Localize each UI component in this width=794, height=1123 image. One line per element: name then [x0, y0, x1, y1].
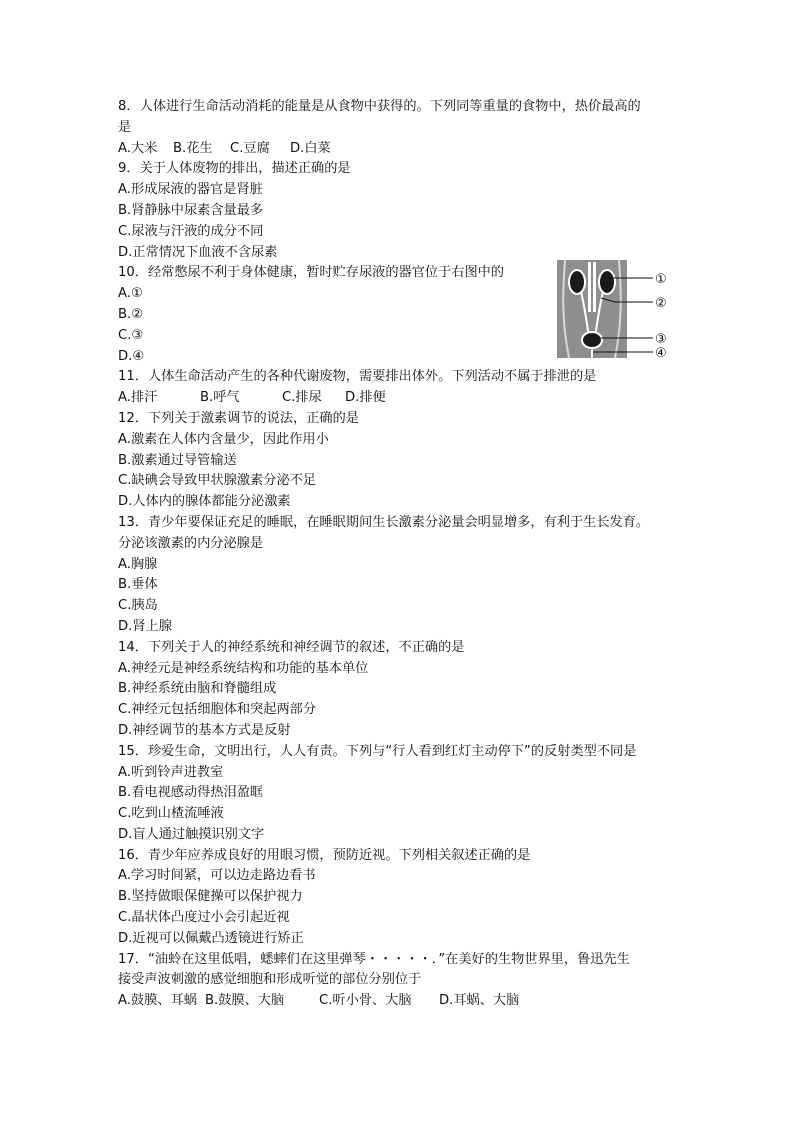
question-stem-cont: 分泌该激素的内分泌腺是 [118, 535, 264, 551]
question-12 [118, 409, 678, 513]
option-d: D.近视可以佩戴凸透镜进行矫正 [118, 930, 304, 946]
question-stem: 16．青少年应养成良好的用眼习惯，预防近视。下列相关叙述正确的是 [118, 847, 531, 863]
option-d: D.神经调节的基本方式是反射 [118, 722, 291, 738]
option-b: B.肾静脉中尿素含量最多 [118, 202, 264, 218]
question-stem: 13．青少年要保证充足的睡眠，在睡眠期间生长激素分泌量会明显增多，有利于生长发育。 [118, 514, 650, 530]
kidney-right [599, 270, 615, 294]
option-a: A.神经元是神经系统结构和功能的基本单位 [118, 660, 369, 676]
urinary-system-svg [555, 258, 673, 360]
question-stem: 12．下列关于激素调节的说法，正确的是 [118, 410, 359, 426]
question-17 [118, 950, 678, 1012]
option-c: C.排尿 [282, 390, 322, 406]
option-b: B.看电视感动得热泪盈眶 [118, 785, 264, 801]
question-14 [118, 638, 678, 742]
option-a: A.胸腺 [118, 556, 158, 572]
option-b: B.呼气 [200, 390, 240, 406]
option-d: D.排便 [345, 390, 386, 406]
option-a: A.大米 [118, 140, 158, 156]
question-9 [118, 159, 678, 263]
option-c: C.吃到山楂流唾液 [118, 806, 224, 822]
option-row [118, 139, 678, 160]
option-d: D.肾上腺 [118, 618, 172, 634]
question-11 [118, 367, 678, 409]
question-stem: 11．人体生命活动产生的各种代谢废物，需要排出体外。下列活动不属于排泄的是 [118, 369, 597, 385]
option-c: C.③ [118, 327, 144, 343]
option-d: D.耳蜗、大脑 [439, 993, 520, 1009]
option-d: D.盲人通过触摸识别文字 [118, 826, 265, 842]
option-b: B.神经系统由脑和脊髓组成 [118, 681, 277, 697]
option-c: C.听小骨、大脑 [319, 993, 412, 1009]
question-stem-cont: 是 [118, 119, 132, 135]
option-d: D.正常情况下血液不含尿素 [118, 244, 278, 260]
option-a: A.学习时间紧，可以边走路边看书 [118, 868, 316, 884]
figure-label-3: ③ [655, 332, 667, 347]
option-a: A.激素在人体内含量少，因此作用小 [118, 431, 329, 447]
blood-vessel-right [593, 262, 596, 312]
option-c: C.豆腐 [230, 140, 270, 156]
question-15 [118, 742, 678, 846]
option-row [118, 991, 678, 1012]
question-stem: 10．经常憋尿不利于身体健康，暂时贮存尿液的器官位于右图中的 [118, 265, 505, 281]
urinary-system-diagram-icon [555, 258, 673, 360]
option-a: A.排汗 [118, 390, 158, 406]
urethra [591, 347, 593, 358]
option-a: A.听到铃声进教室 [118, 764, 224, 780]
question-stem: 15．珍爱生命，文明出行，人人有责。下列与“行人看到红灯主动停下”的反射类型不同是 [118, 743, 637, 759]
option-d: D.人体内的腺体都能分泌激素 [118, 494, 291, 510]
figure-label-1: ① [655, 272, 667, 287]
option-row [118, 388, 678, 409]
option-b: B.鼓膜、大脑 [205, 993, 285, 1009]
figure-label-2: ② [655, 296, 667, 311]
option-c: C.神经元包括细胞体和突起两部分 [118, 702, 317, 718]
option-d: D.白菜 [290, 140, 331, 156]
question-stem: 8．人体进行生命活动消耗的能量是从食物中获得的。下列同等重量的食物中，热价最高的 [118, 99, 641, 114]
option-c: C.尿液与汗液的成分不同 [118, 223, 264, 239]
question-13 [118, 513, 678, 638]
bladder [582, 332, 602, 348]
option-a: A.形成尿液的器官是肾脏 [118, 182, 263, 198]
figure-label-4: ④ [655, 346, 667, 360]
exam-page [118, 97, 678, 1012]
option-b: B.② [118, 306, 144, 322]
option-b: B.花生 [173, 140, 213, 156]
option-c: C.晶状体凸度过小会引起近视 [118, 910, 290, 926]
kidney-left [569, 270, 585, 294]
question-stem: 9．关于人体废物的排出，描述正确的是 [118, 161, 351, 177]
question-stem: 17．“油蛉在这里低唱，蟋蟀们在这里弹琴・・・・・．”在美好的生物世界里，鲁迅先生 [118, 951, 630, 967]
option-c: C.缺碘会导致甲状腺激素分泌不足 [118, 473, 317, 489]
option-d: D.④ [118, 348, 145, 364]
option-b: B.坚持做眼保健操可以保护视力 [118, 889, 303, 905]
question-stem-cont: 接受声波刺激的感觉细胞和形成听觉的部位分别位于 [118, 972, 422, 988]
option-a: A.① [118, 286, 143, 302]
question-16 [118, 846, 678, 950]
option-c: C.胰岛 [118, 598, 158, 614]
question-8 [118, 97, 678, 159]
option-b: B.垂体 [118, 577, 158, 593]
blood-vessel-left [588, 262, 591, 312]
question-stem: 14．下列关于人的神经系统和神经调节的叙述，不正确的是 [118, 639, 465, 655]
option-a: A.鼓膜、耳蜗 [118, 993, 197, 1009]
option-b: B.激素通过导管输送 [118, 452, 237, 468]
